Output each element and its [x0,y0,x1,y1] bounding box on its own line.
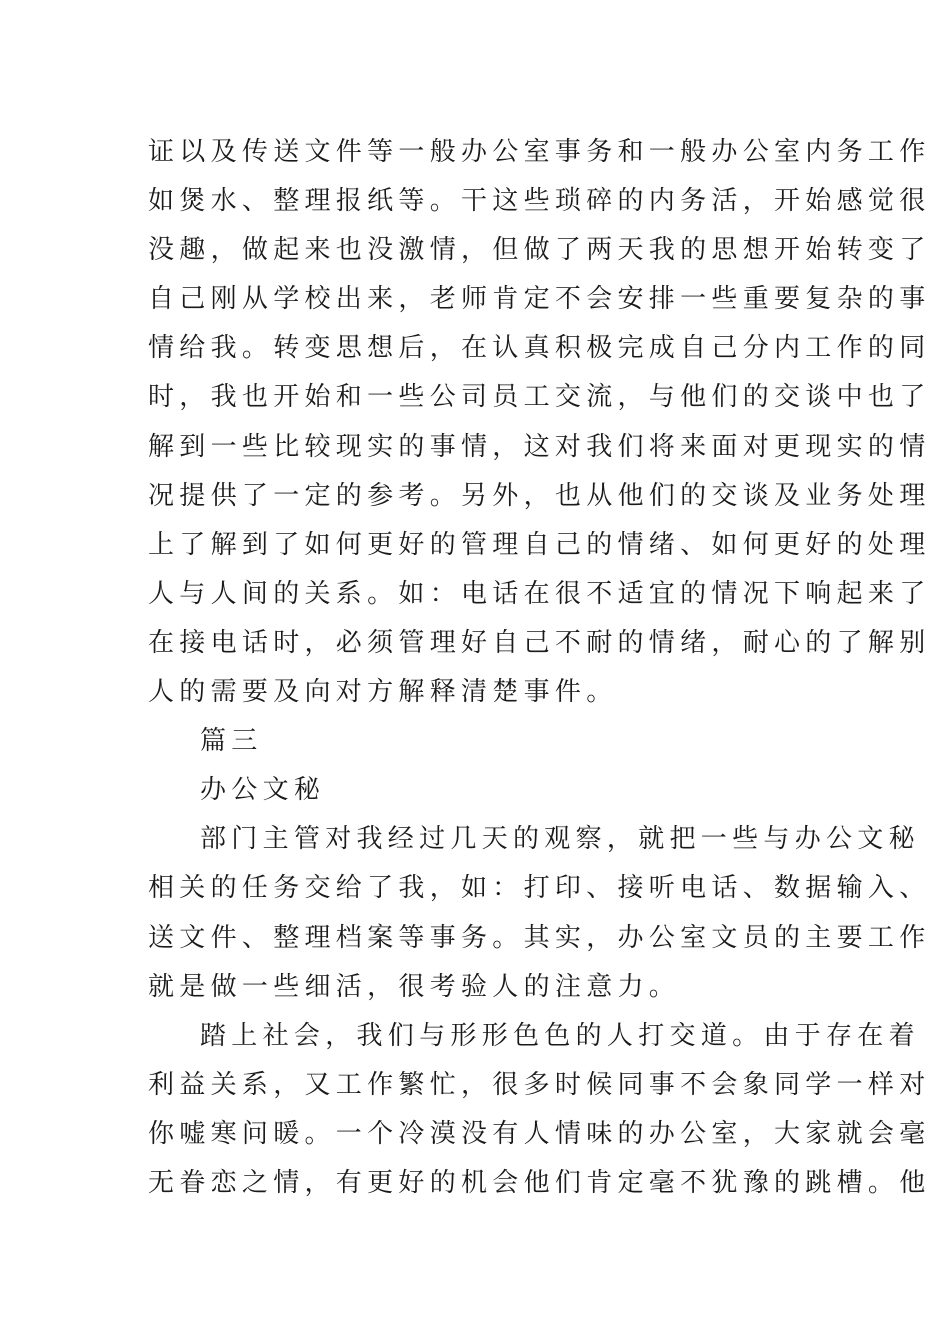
section-subheading [148,766,808,815]
text-line: 人的需要及向对方解释清楚事件。 [148,677,618,708]
text-line: 解到一些比较现实的事情，这对我们将来面对更现实的情 [148,431,931,462]
text-line: 你嘘寒问暖。一个冷漠没有人情味的办公室，大家就会毫 [148,1118,931,1149]
document-body [148,128,931,1208]
text-line: 时，我也开始和一些公司员工交流，与他们的交谈中也了 [148,382,931,413]
text-line: 如煲水、整理报纸等。干这些琐碎的内务活，开始感觉很 [148,186,931,217]
para-society [148,1012,931,1208]
text-line: 在接电话时，必须管理好自己不耐的情绪，耐心的了解别 [148,627,931,658]
text-line: 利益关系，又工作繁忙，很多时候同事不会象同学一样对 [148,1069,931,1100]
text-line: 没趣，做起来也没激情，但做了两天我的思想开始转变了 [148,235,931,266]
para-continued [148,128,931,717]
para-office-tasks [148,815,931,1011]
text-line: 情给我。转变思想后，在认真积极完成自己分内工作的同 [148,333,931,364]
text-line: 踏上社会，我们与形形色色的人打交道。由于存在着 [200,1020,920,1051]
text-line: 上了解到了如何更好的管理自己的情绪、如何更好的处理 [148,529,931,560]
text-line: 无眷恋之情，有更好的机会他们肯定毫不犹豫的跳槽。他 [148,1167,931,1198]
text-line: 部门主管对我经过几天的观察，就把一些与办公文秘 [200,824,920,855]
text-line: 自己刚从学校出来，老师肯定不会安排一些重要复杂的事 [148,284,931,315]
text-line: 况提供了一定的参考。另外，也从他们的交谈及业务处理 [148,480,931,511]
text-line: 相关的任务交给了我，如：打印、接听电话、数据输入、 [148,873,931,904]
section-heading [148,717,808,766]
text-line: 篇三 [200,726,263,757]
text-line: 送文件、整理档案等事务。其实，办公室文员的主要工作 [148,922,931,953]
text-line: 人与人间的关系。如：电话在很不适宜的情况下响起来了 [148,578,931,609]
text-line: 办公文秘 [200,775,326,806]
text-line: 证以及传送文件等一般办公室事务和一般办公室内务工作 [148,137,931,167]
text-line: 就是做一些细活，很考验人的注意力。 [148,971,681,1002]
